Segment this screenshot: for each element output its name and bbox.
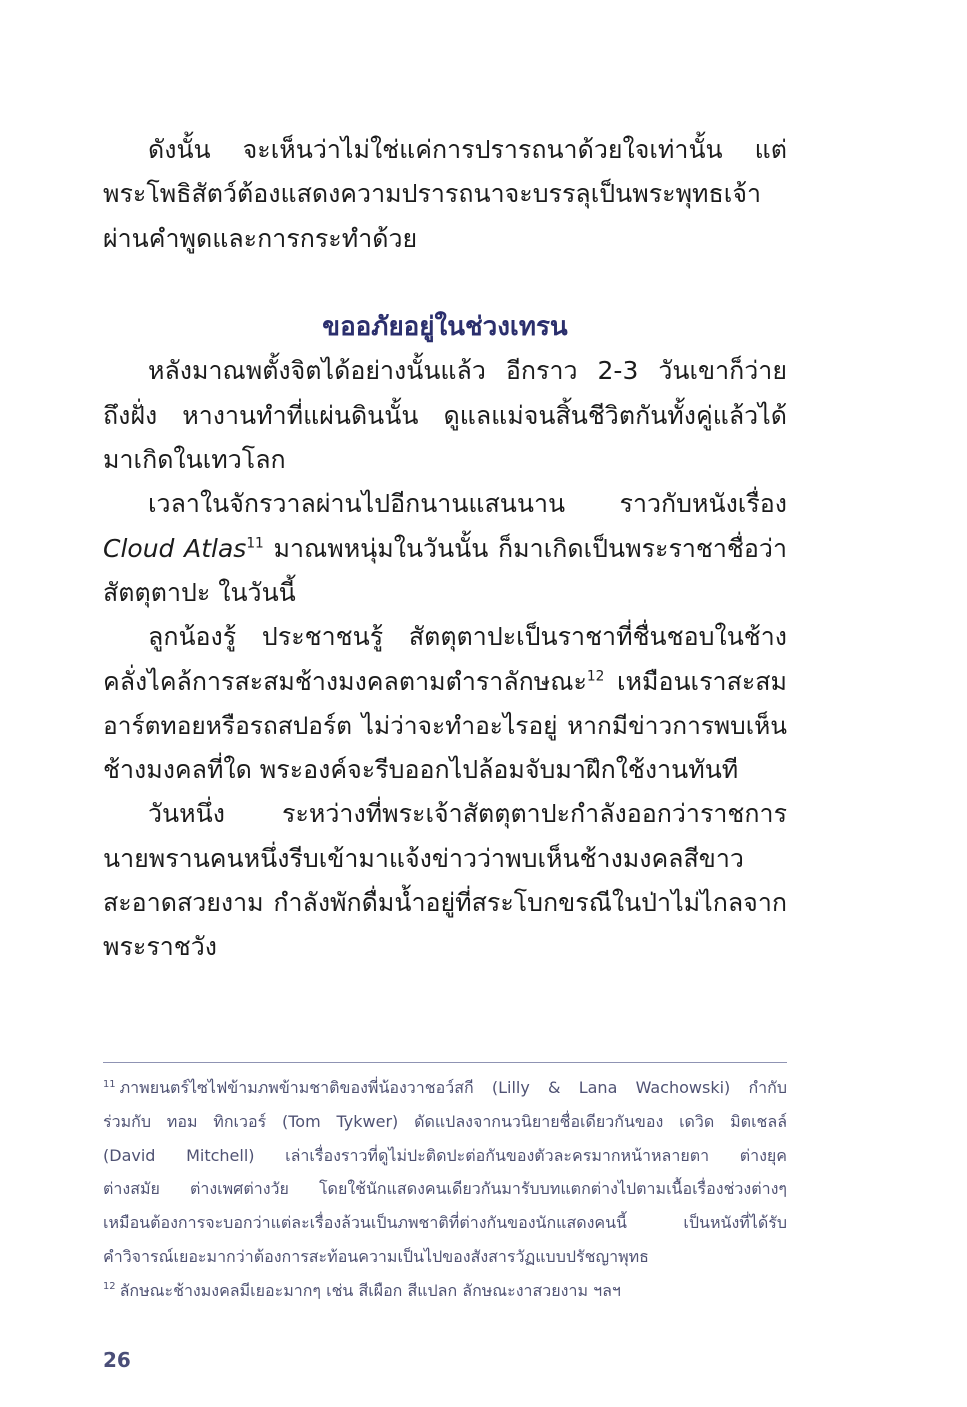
body-text-line: มาเกิดในเทวโลก bbox=[103, 445, 286, 475]
body-text-line: ถึงฝั่ง หางานทำที่แผ่นดินนั้น ดูแลแม่จนสิ้นชีวิตกันทั้งคู่แล้วได้ bbox=[103, 400, 787, 430]
footnote-line: เหมือนต้องการจะบอกว่าแต่ละเรื่องล้วนเป็นภพชาติที่ต่างกันของนักแสดงคนนี้ เป็นหนังที่ได้รับ bbox=[103, 1213, 787, 1233]
body-text-line: ลูกน้องรู้ ประชาชนรู้ สัตตุตาปะเป็นราชาที่ชื่นชอบในช้าง bbox=[148, 622, 787, 652]
footnote-line bbox=[103, 1274, 787, 1308]
body-text-line: สะอาดสวยงาม กำลังพักดื่มน้ำอยู่ที่สระโบกขรณีในป่าไม่ไกลจาก bbox=[103, 888, 787, 918]
body-text-line: อาร์ตทอยหรือรถสปอร์ต ไม่ว่าจะทำอะไรอยู่ หากมีข่าวการพบเห็น bbox=[103, 710, 787, 740]
body-text-line: ช้างมงคลที่ใด พระองค์จะรีบออกไปล้อมจับมาฝึกใช้งานทันที bbox=[103, 755, 739, 785]
body-text-line: ผ่านคำพูดและการกระทำด้วย bbox=[103, 223, 418, 253]
footnote-text: ลักษณะช้างมงคลมีเยอะมากๆ เช่น สีเผือก สีแปลก ลักษณะงาสวยงาม ฯลฯ bbox=[119, 1280, 621, 1300]
body-text-line bbox=[103, 660, 787, 704]
footnotes bbox=[103, 1071, 787, 1308]
page-number: 26 bbox=[103, 1348, 131, 1372]
footnote-ref-12: 12 bbox=[586, 668, 605, 685]
section-heading: ขออภัยอยู่ในช่วงเทรน bbox=[322, 312, 568, 343]
footnote-line: คำวิจารณ์เยอะมากว่าต้องการสะท้อนความเป็นไปของสังสารวัฏแบบปรัชญาพุทธ bbox=[103, 1246, 649, 1266]
body-text-line: หลังมาณพตั้งจิตได้อย่างนั้นแล้ว อีกราว 2-3 วันเขาก็ว่าย bbox=[148, 356, 787, 386]
body-text-line bbox=[103, 527, 787, 571]
footnote-divider bbox=[103, 1062, 787, 1063]
body-column bbox=[103, 128, 787, 970]
body-text-line: พระโพธิสัตว์ต้องแสดงความปรารถนาจะบรรลุเป็นพระพุทธเจ้า bbox=[103, 179, 762, 209]
body-text-line: เวลาในจักรวาลผ่านไปอีกนานแสนนาน ราวกับหนังเรื่อง bbox=[148, 489, 787, 519]
body-text-line: พระราชวัง bbox=[103, 932, 218, 962]
paragraph-spacer bbox=[103, 261, 787, 305]
footnote-text: ภาพยนตร์ไซไฟข้ามภพข้ามชาติของพี่น้องวาชอว์สกี (Lilly & Lana Wachowski) กำกับ bbox=[119, 1078, 787, 1097]
footnote-line: ต่างสมัย ต่างเพศต่างวัย โดยใช้นักแสดงคนเดียวกันมารับบทแตกต่างไปตามเนื้อเรื่องช่วงต่างๆ bbox=[103, 1179, 787, 1199]
footnote-line bbox=[103, 1071, 787, 1105]
body-text-segment: คลั่งไคล้การสะสมช้างมงคลตามตำราลักษณะ bbox=[103, 666, 587, 696]
body-text-line: นายพรานคนหนึ่งรีบเข้ามาแจ้งข่าวว่าพบเห็นช้างมงคลสีขาว bbox=[103, 843, 744, 873]
footnote-line: ร่วมกับ ทอม ทิกเวอร์ (Tom Tykwer) ดัดแปลงจากนวนิยายชื่อเดียวกันของ เดวิด มิตเชลล์ bbox=[103, 1111, 787, 1131]
body-text-line: สัตตุตาปะ ในวันนี้ bbox=[103, 577, 296, 607]
footnote-line: (David Mitchell) เล่าเรื่องราวที่ดูไม่ปะติดปะต่อกันของตัวละครมากหน้าหลายตา ต่างยุค bbox=[103, 1145, 787, 1165]
footnote-number-12: 12 bbox=[103, 1281, 116, 1293]
footnote-ref-11: 11 bbox=[246, 535, 264, 552]
body-text-segment: เหมือนเราสะสม bbox=[604, 666, 787, 696]
film-title: Cloud Atlas bbox=[103, 533, 247, 563]
body-text-line: วันหนึ่ง ระหว่างที่พระเจ้าสัตตุตาปะกำลังออกว่าราชการ bbox=[148, 799, 787, 829]
body-text-segment: มาณพหนุ่มในวันนั้น ก็มาเกิดเป็นพระราชาชื่อว่า bbox=[263, 533, 787, 563]
footnote-number-11: 11 bbox=[103, 1078, 116, 1090]
body-text-line: ดังนั้น จะเห็นว่าไม่ใช่แค่การปรารถนาด้วยใจเท่านั้น แต่ bbox=[148, 135, 787, 164]
